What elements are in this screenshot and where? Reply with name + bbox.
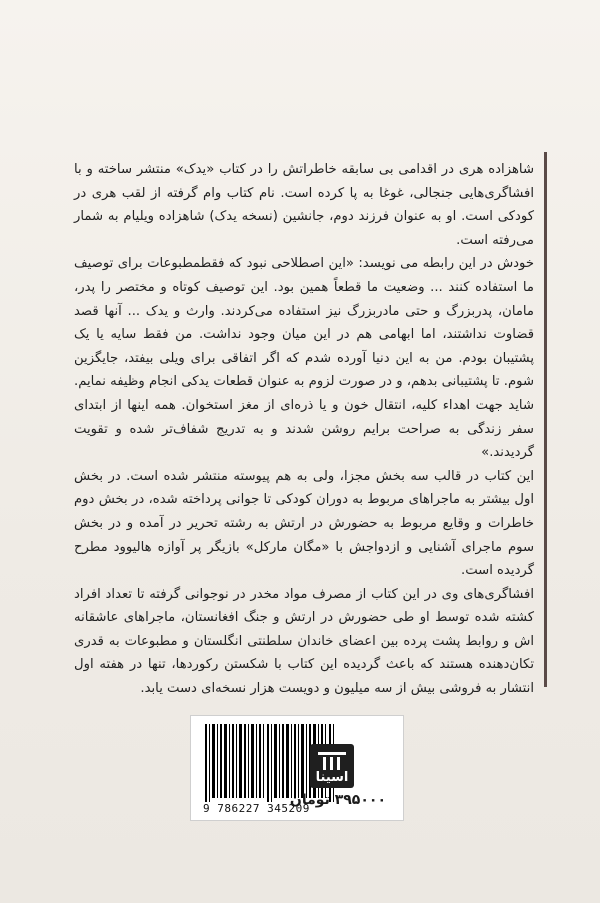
publisher-logo-text: اسینا	[315, 770, 349, 785]
publisher-logo	[310, 744, 354, 788]
price-label: ۳۹۵۰۰۰ تومان	[289, 792, 386, 808]
blurb-paragraph-2: خودش در این رابطه می نویسد: «این اصطلاحی نبود که فقطمطبوعات برای توصیف ما استفاده کنند ... وضعیت ما قطعاً همین بود. این توصیف کوتاه و مختصر را پدر، مامان، پدربزرگ و حتی مادربزرگ نیز استفاده می‌کردند. وارث و یدک ... آنها قصد قضاوت نداشتند، اما ابهامی هم در این میان وجود نداشت. من فقط سایه یا یک پشتیبان بودم. من به این دنیا آورده شدم که اگر اتفاقی برای ویلی بیفتد، جایگزین شوم. تا پشتیبانی بدهم، و در صورت لزوم به عنوان قطعات یدکی انجام وظیفه نمایم. شاید جهت اهداء کلیه، انتقال خون و یا ذره‌ای از مغز استخوان. همه اینها از ابتدای سفر زندگی به صراحت برایم روشن شدند و به تدریج شفاف‌تر شده و تقویت گردیدند.»	[74, 256, 534, 461]
blurb-paragraph-1: شاهزاده هری در اقدامی بی سابقه خاطراتش را در کتاب «یدک» منتشر ساخته و با افشاگری‌هایی جنجالی، غوغا به پا کرده است. نام کتاب وام گرفته از لقب هری در کودکی است. او به عنوان فرزند دوم، جانشین (نسخه یدک) شاهزاده ویلیام به شمار می‌رفته است.	[74, 162, 534, 248]
blurb-text	[74, 158, 534, 701]
isbn-number: 9 786227 345209	[203, 802, 310, 815]
logo-bars-icon	[317, 750, 347, 772]
blurb-paragraph-4: افشاگری‌های وی در این کتاب از مصرف مواد مخدر در نوجوانی گرفته تا تعداد افراد کشته شده توسط او طی حضورش در ارتش و جنگ افغانستان، ماجراهای عاشقانه اش و روابط پشت پرده بین اعضای خاندان سلطنتی انگلستان و مطبوعات به قدری تکان‌دهنده هستند که باعث گردیده این کتاب با شکستن رکوردها، تنها در هفته اول انتشار به فروشی بیش از سه میلیون و دویست هزار نسخه‌ای دست یابد.	[74, 586, 534, 697]
blurb-paragraph-3: این کتاب در قالب سه بخش مجزا، ولی به هم پیوسته منتشر شده است. در بخش اول بیشتر به ماجراهای مربوط به دوران کودکی تا جوانی پرداخته شده، در بخش دوم خاطرات و وقایع مربوط به حضورش در ارتش به رشته تحریر در آمده و در بخش سوم ماجرای آشنایی و ازدواجش با «مگان مارکل» بازیگر پر آوازه هالیوود مطرح گردیده است.	[74, 468, 534, 579]
